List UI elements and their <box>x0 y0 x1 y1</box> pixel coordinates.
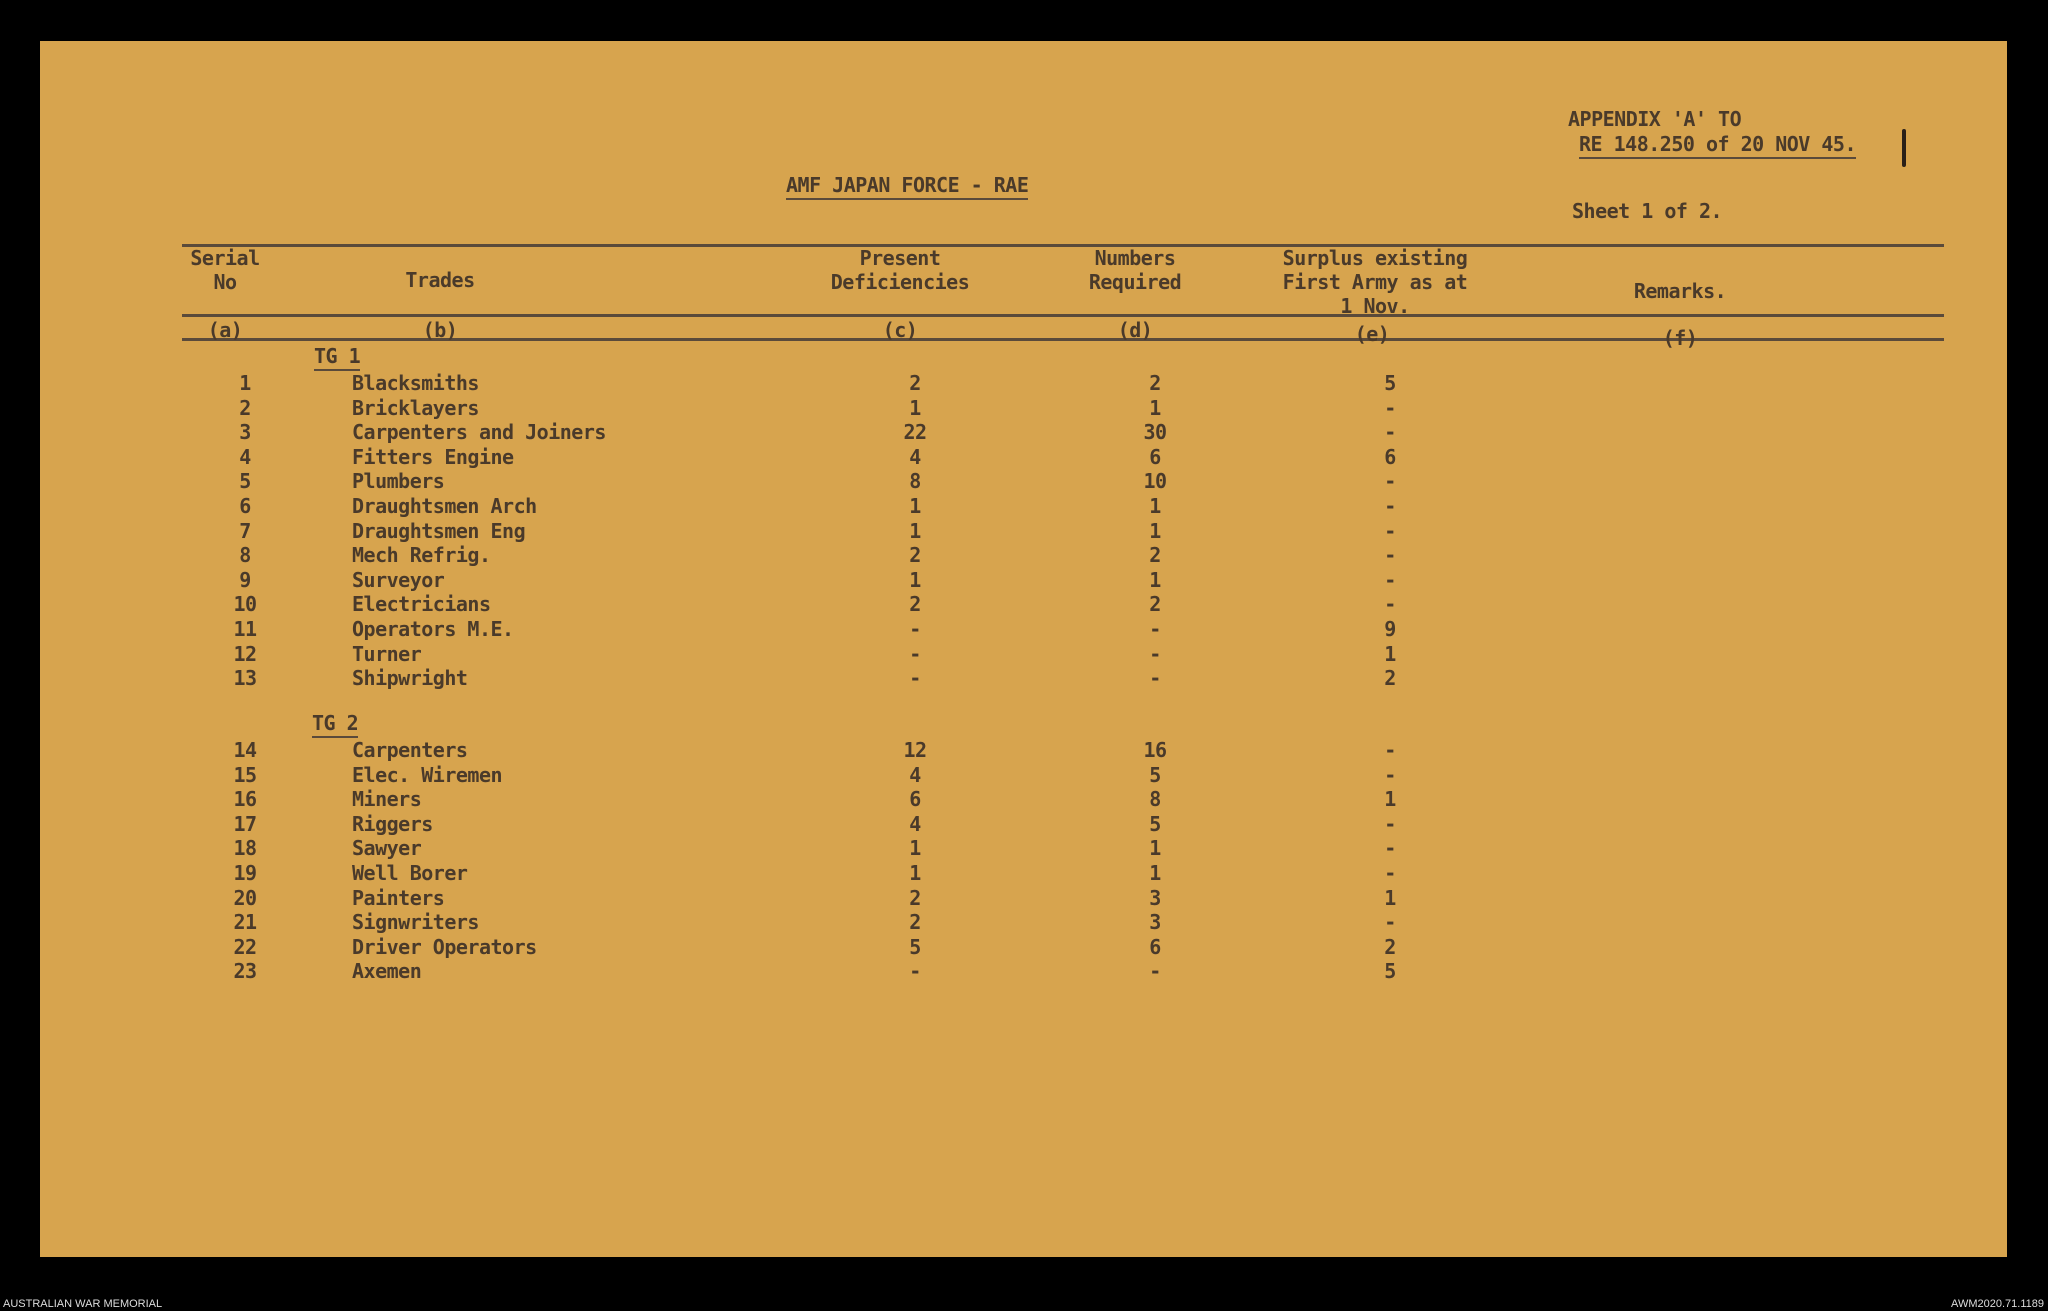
surplus-cell: - <box>1384 395 1396 420</box>
trade-cell: Mech Refrig. <box>352 543 491 568</box>
deficiencies-cell: - <box>909 617 921 641</box>
serial-cell: 5 <box>239 469 251 494</box>
deficiencies-cell: - <box>909 666 921 691</box>
trade-cell: Bricklayers <box>352 395 479 420</box>
deficiencies-cell: 1 <box>909 567 921 592</box>
table-row <box>40 420 2007 445</box>
surplus-cell: 5 <box>1384 959 1396 984</box>
required-cell: 3 <box>1149 885 1161 910</box>
table-row <box>40 396 2007 421</box>
table-row <box>40 763 2007 788</box>
col-letter-c: (c) <box>882 318 918 342</box>
serial-cell: 19 <box>233 861 257 885</box>
deficiencies-cell: 12 <box>903 738 927 762</box>
footer-right-id: AWM2020.71.1189 <box>1951 1298 2044 1310</box>
table-row <box>40 738 2007 763</box>
serial-cell: 9 <box>239 567 251 592</box>
col-header-trades: Trades <box>405 268 475 292</box>
table-row <box>40 494 2007 519</box>
table-row <box>40 666 2007 691</box>
deficiencies-cell: 22 <box>903 420 927 445</box>
required-cell: 1 <box>1149 494 1161 518</box>
trade-cell: Fitters Engine <box>352 444 514 469</box>
required-cell: 10 <box>1143 469 1167 494</box>
footer-left-credit: AUSTRALIAN WAR MEMORIAL <box>3 1298 163 1310</box>
trade-cell: Elec. Wiremen <box>352 762 503 787</box>
table-row <box>40 861 2007 886</box>
deficiencies-cell: 1 <box>909 494 921 518</box>
deficiencies-cell: 1 <box>909 395 921 420</box>
table-row <box>40 543 2007 568</box>
serial-cell: 14 <box>233 738 257 762</box>
deficiencies-cell: 1 <box>909 861 921 885</box>
surplus-cell: - <box>1384 836 1396 861</box>
sheet-number: Sheet 1 of 2. <box>1572 199 1723 223</box>
required-cell: 5 <box>1149 811 1161 836</box>
surplus-cell: - <box>1384 861 1396 885</box>
deficiencies-cell: 2 <box>909 371 921 395</box>
surplus-cell: - <box>1384 738 1396 762</box>
serial-cell: 21 <box>233 910 257 935</box>
serial-cell: 4 <box>239 444 251 469</box>
serial-cell: 8 <box>239 543 251 568</box>
surplus-cell: - <box>1384 420 1396 445</box>
required-cell: 1 <box>1149 518 1161 543</box>
page-title: AMF JAPAN FORCE - RAE <box>786 173 1028 200</box>
deficiencies-cell: 4 <box>909 444 921 469</box>
table-row <box>40 959 2007 984</box>
serial-cell: 10 <box>233 592 257 617</box>
deficiencies-cell: 2 <box>909 543 921 568</box>
required-cell: - <box>1149 617 1161 641</box>
required-cell: 30 <box>1143 420 1167 445</box>
required-cell: 1 <box>1149 836 1161 861</box>
serial-cell: 6 <box>239 494 251 518</box>
surplus-cell: 9 <box>1384 617 1396 641</box>
table-row <box>40 910 2007 935</box>
surplus-cell: 2 <box>1384 666 1396 691</box>
trade-cell: Signwriters <box>352 910 479 935</box>
surplus-cell: 1 <box>1384 885 1396 910</box>
serial-cell: 11 <box>233 617 257 641</box>
surplus-cell: 2 <box>1384 934 1396 959</box>
table-row <box>40 519 2007 544</box>
deficiencies-cell: 4 <box>909 762 921 787</box>
trade-cell: Carpenters <box>352 738 468 762</box>
serial-cell: 7 <box>239 518 251 543</box>
table-row <box>40 592 2007 617</box>
required-cell: 2 <box>1149 592 1161 617</box>
punch-hole <box>1902 129 1906 167</box>
serial-cell: 3 <box>239 420 251 445</box>
serial-cell: 20 <box>233 885 257 910</box>
table-row <box>40 469 2007 494</box>
trade-cell: Turner <box>352 641 422 666</box>
surplus-cell: 5 <box>1384 371 1396 395</box>
surplus-cell: - <box>1384 592 1396 617</box>
trade-cell: Plumbers <box>352 469 445 494</box>
deficiencies-cell: 6 <box>909 787 921 812</box>
trade-cell: Draughtsmen Arch <box>352 494 537 518</box>
required-cell: - <box>1149 641 1161 666</box>
required-cell: 3 <box>1149 910 1161 935</box>
col-letter-f: (f) <box>1662 326 1698 350</box>
required-cell: 1 <box>1149 395 1161 420</box>
required-cell: 5 <box>1149 762 1161 787</box>
required-cell: - <box>1149 959 1161 984</box>
required-cell: 8 <box>1149 787 1161 812</box>
document-page <box>40 41 2007 1257</box>
trade-cell: Shipwright <box>352 666 468 691</box>
reference-line: RE 148.250 of 20 NOV 45. <box>1579 132 1856 159</box>
group-label-tg2: TG 2 <box>312 711 358 738</box>
surplus-cell: 1 <box>1384 641 1396 666</box>
trade-cell: Blacksmiths <box>352 371 479 395</box>
required-cell: 1 <box>1149 861 1161 885</box>
required-cell: 1 <box>1149 567 1161 592</box>
surplus-cell: 1 <box>1384 787 1396 812</box>
trade-cell: Draughtsmen Eng <box>352 518 526 543</box>
serial-cell: 18 <box>233 836 257 861</box>
required-cell: 16 <box>1143 738 1167 762</box>
deficiencies-cell: 8 <box>909 469 921 494</box>
col-header-serial: Serial No <box>190 246 260 294</box>
deficiencies-cell: 2 <box>909 885 921 910</box>
col-letter-e: (e) <box>1354 322 1390 346</box>
table-row <box>40 787 2007 812</box>
deficiencies-cell: 1 <box>909 518 921 543</box>
col-header-surplus: Surplus existing First Army as at 1 Nov. <box>1282 246 1468 318</box>
table-row <box>40 568 2007 593</box>
deficiencies-cell: 5 <box>909 934 921 959</box>
required-cell: - <box>1149 666 1161 691</box>
serial-cell: 1 <box>239 371 251 395</box>
required-cell: 6 <box>1149 934 1161 959</box>
table-row <box>40 617 2007 642</box>
trade-cell: Carpenters and Joiners <box>352 420 606 445</box>
trade-cell: Electricians <box>352 592 491 617</box>
table-row <box>40 445 2007 470</box>
serial-cell: 22 <box>233 934 257 959</box>
col-letter-b: (b) <box>422 318 458 342</box>
appendix-label: APPENDIX 'A' TO <box>1568 107 1742 131</box>
group-label-tg1: TG 1 <box>314 344 360 371</box>
trade-cell: Axemen <box>352 959 422 984</box>
table-row <box>40 812 2007 837</box>
required-cell: 6 <box>1149 444 1161 469</box>
table-row <box>40 935 2007 960</box>
surplus-cell: 6 <box>1384 444 1396 469</box>
table-row <box>40 371 2007 396</box>
deficiencies-cell: - <box>909 959 921 984</box>
deficiencies-cell: 1 <box>909 836 921 861</box>
serial-cell: 13 <box>233 666 257 691</box>
deficiencies-cell: 4 <box>909 811 921 836</box>
surplus-cell: - <box>1384 494 1396 518</box>
surplus-cell: - <box>1384 567 1396 592</box>
required-cell: 2 <box>1149 371 1161 395</box>
surplus-cell: - <box>1384 910 1396 935</box>
deficiencies-cell: - <box>909 641 921 666</box>
serial-cell: 17 <box>233 811 257 836</box>
surplus-cell: - <box>1384 469 1396 494</box>
table-row <box>40 642 2007 667</box>
required-cell: 2 <box>1149 543 1161 568</box>
serial-cell: 15 <box>233 762 257 787</box>
serial-cell: 12 <box>233 641 257 666</box>
deficiencies-cell: 2 <box>909 592 921 617</box>
col-header-required: Numbers Required <box>1088 246 1182 294</box>
surplus-cell: - <box>1384 811 1396 836</box>
trade-cell: Sawyer <box>352 836 422 861</box>
col-letter-a: (a) <box>207 318 243 342</box>
table-row <box>40 836 2007 861</box>
serial-cell: 2 <box>239 395 251 420</box>
trade-cell: Riggers <box>352 811 433 836</box>
table-row <box>40 886 2007 911</box>
trade-cell: Well Borer <box>352 861 468 885</box>
trade-cell: Miners <box>352 787 422 812</box>
deficiencies-cell: 2 <box>909 910 921 935</box>
trade-cell: Painters <box>352 885 445 910</box>
trade-cell: Surveyor <box>352 567 445 592</box>
surplus-cell: - <box>1384 543 1396 568</box>
col-header-deficiencies: Present Deficiencies <box>830 246 970 294</box>
trade-cell: Driver Operators <box>352 934 537 959</box>
col-letter-d: (d) <box>1117 318 1153 342</box>
col-header-remarks: Remarks. <box>1633 279 1727 303</box>
surplus-cell: - <box>1384 518 1396 543</box>
trade-cell: Operators M.E. <box>352 617 514 641</box>
serial-cell: 16 <box>233 787 257 812</box>
header-rule <box>182 314 1944 317</box>
serial-cell: 23 <box>233 959 257 984</box>
surplus-cell: - <box>1384 762 1396 787</box>
